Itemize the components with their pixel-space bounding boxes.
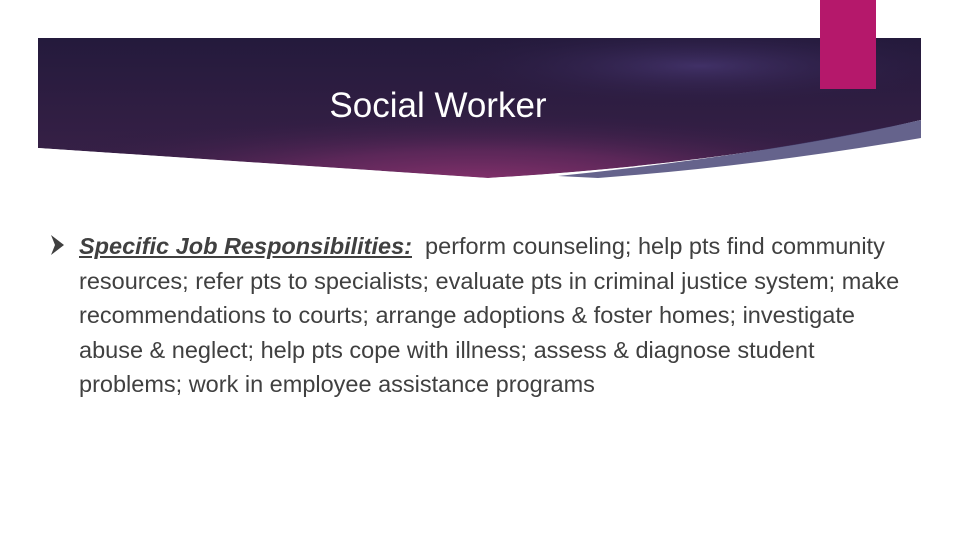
accent-tab — [820, 0, 876, 89]
arrowhead-bullet-icon — [50, 232, 66, 258]
bullet-text — [79, 229, 915, 402]
slide-title: Social Worker — [329, 86, 547, 125]
bullet-lead-label: Specific Job Responsibilities: — [79, 233, 412, 259]
bullet-body: perform counseling; help pts find community resources; refer pts to specialists; evaluate pts in criminal justice system; make recommendations to courts; arrange adoptions & foster homes; investigate abuse & neglect; help pts cope with illness; assess & diagnose student problems; work in employee assistance programs — [79, 233, 906, 397]
